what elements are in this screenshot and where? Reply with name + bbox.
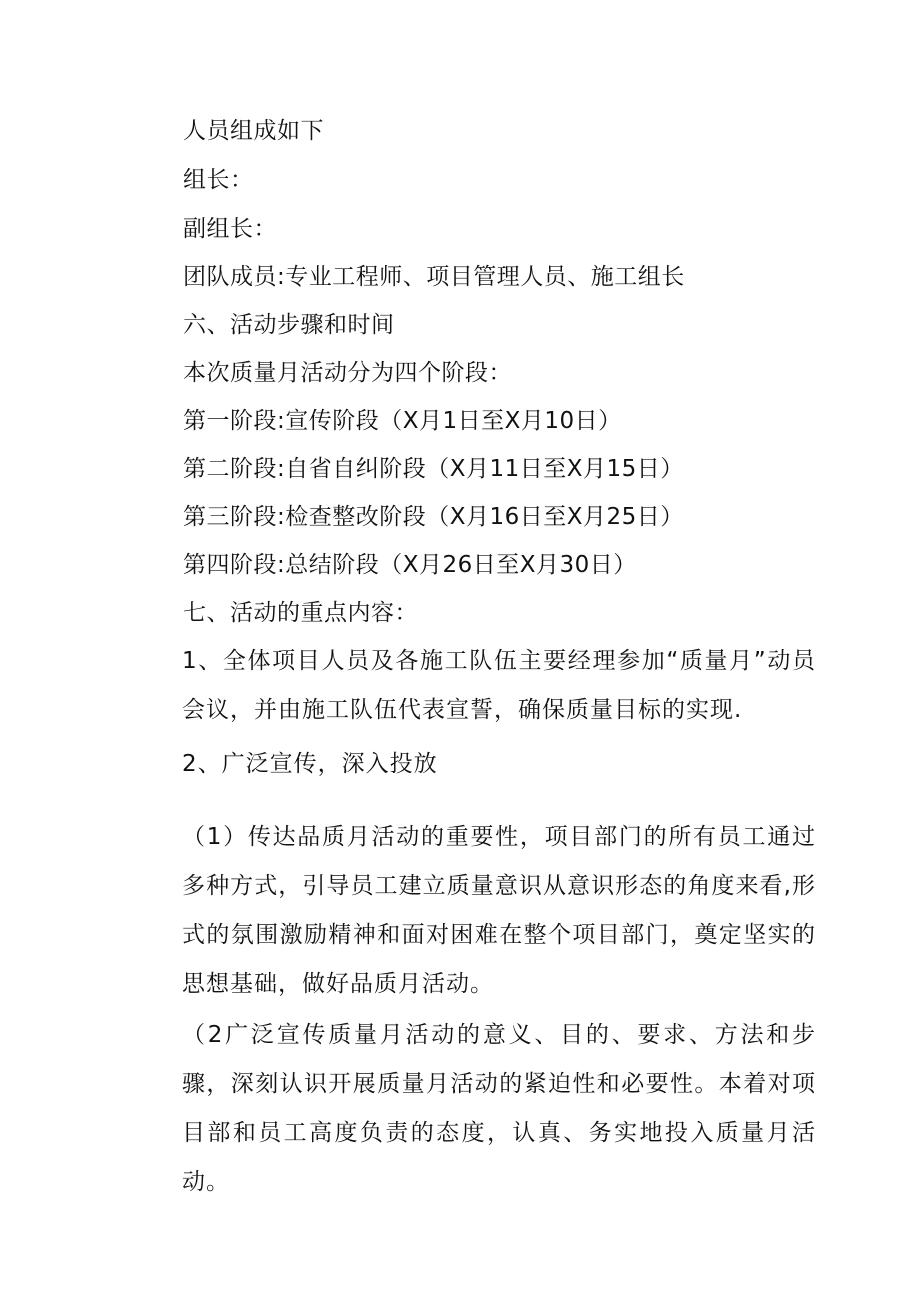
team-leader-line: 组长： bbox=[183, 167, 254, 193]
team-members-line: 团队成员:专业工程师、项目管理人员、施工组长 bbox=[183, 264, 685, 290]
section-seven-heading: 七、活动的重点内容： bbox=[183, 600, 418, 626]
item-one-text: 1、全体项目人员及各施工队伍主要经理参加“质量月”动员会议，并由施工队伍代表宣誓，确保质量目标的实现. bbox=[182, 648, 816, 723]
item-two-text: 2、广泛宣传，深入投放 bbox=[182, 751, 438, 777]
sub-item-one-text: （1）传达品质月活动的重要性，项目部门的所有员工通过多种方式，引导员工建立质量意识从意识形态的角度来看,形式的氛围激励精神和面对困难在整个项目部门，奠定坚实的思想基础，做好品质月活动。 bbox=[182, 824, 816, 997]
stage-two-line: 第二阶段:自省自纠阶段（X月11日至X月15日） bbox=[183, 456, 684, 482]
staff-heading: 人员组成如下 bbox=[183, 118, 324, 144]
stages-intro-line: 本次质量月活动分为四个阶段： bbox=[183, 360, 512, 386]
stage-one-line: 第一阶段:宣传阶段（X月1日至X月10日） bbox=[183, 408, 622, 434]
item-one-paragraph bbox=[136, 637, 816, 735]
item-two-paragraph bbox=[136, 740, 816, 789]
sub-item-two-text: （2广泛宣传质量月活动的意义、目的、要求、方法和步骤，深刻认识开展质量月活动的紧迫性和必要性。本着对项目部和员工高度负责的态度，认真、务实地投入质量月活动。 bbox=[182, 1022, 816, 1195]
sub-item-one-paragraph bbox=[136, 813, 816, 1009]
stage-three-line: 第三阶段:检查整改阶段（X月16日至X月25日） bbox=[183, 504, 684, 530]
stage-four-line: 第四阶段:总结阶段（X月26日至X月30日） bbox=[183, 552, 637, 578]
deputy-leader-line: 副组长： bbox=[183, 216, 277, 242]
section-six-heading: 六、活动步骤和时间 bbox=[183, 312, 395, 338]
sub-item-two-paragraph bbox=[136, 1011, 816, 1207]
